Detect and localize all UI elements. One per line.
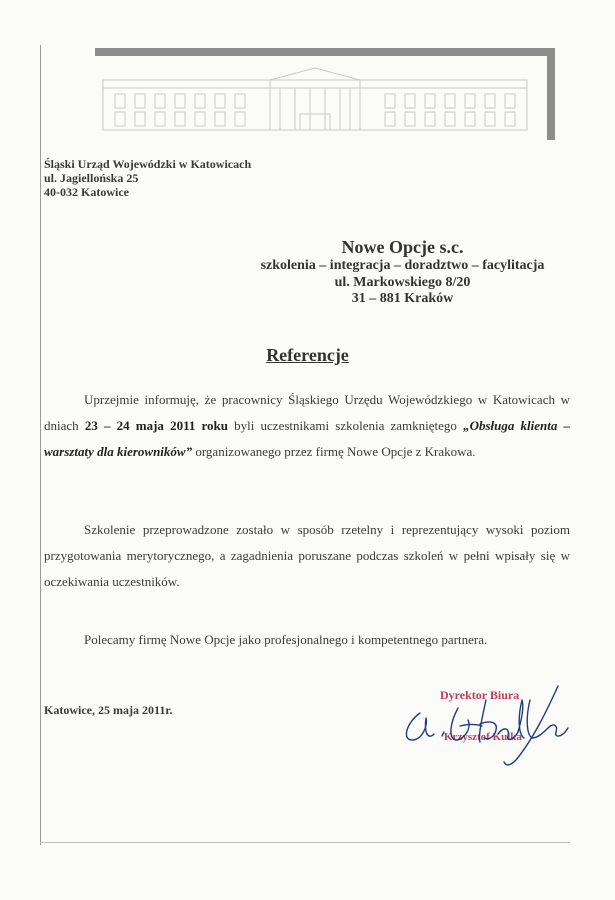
document-title: Referencje: [266, 345, 349, 365]
paragraph-3-text: Polecamy firmę Nowe Opcje jako profesjonalnego i kompetentnego partnera.: [84, 632, 488, 647]
place-and-date: Katowice, 25 maja 2011r.: [44, 703, 173, 717]
course-title: „Obsługa klienta – warsztaty dla kierowników”: [44, 418, 571, 459]
stamp-role: Dyrektor Biura: [440, 688, 520, 702]
sender-city: 40-032 Katowice: [44, 185, 129, 199]
recipient-company: [230, 236, 575, 308]
paragraph-2: [44, 517, 570, 595]
paragraph-3: [44, 627, 570, 653]
sender-street: ul. Jagiellońska 25: [44, 171, 139, 185]
building-icon: [95, 66, 535, 136]
stamp-name: Krzysztof Kulka: [444, 731, 522, 743]
letterhead-frame-side: [547, 48, 555, 140]
letterhead-building-logo: [95, 48, 555, 140]
sender-name: Śląski Urząd Wojewódzki w Katowicach: [44, 157, 252, 171]
company-name: Nowe Opcje s.c.: [341, 237, 464, 257]
company-street: ul. Markowskiego 8/20: [334, 274, 471, 290]
company-tagline: szkolenia – integracja – doradztwo – facylitacja: [260, 258, 545, 273]
page-frame-left: [40, 45, 41, 845]
training-dates: 23 – 24 maja 2011 roku: [84, 418, 228, 433]
paragraph-1-text-a: Uprzejmie informuję, że pracownicy Śląskiego Urzędu Wojewódzkiego w Katowicach w dniach: [44, 392, 570, 433]
paragraph-1: [44, 387, 570, 465]
letterhead-frame-top: [95, 48, 555, 56]
company-city: 31 – 881 Kraków: [351, 291, 454, 306]
paragraph-1-text-c: organizowanego przez firmę Nowe Opcje z Krakowa.: [192, 444, 476, 459]
page-frame-bottom: [40, 842, 570, 843]
sender-address: [44, 157, 251, 199]
paragraph-1-text-b: byli uczestnikami szkolenia zamkniętego: [228, 418, 464, 433]
paragraph-2-text: Szkolenie przeprowadzone zostało w sposób rzetelny i reprezentujący wysoki poziom przygotowania merytorycznego, a zagadnienia poruszane podczas szkoleń w pełni wpisały się w oczekiwania uczestników.: [44, 522, 570, 589]
handwritten-signature: [398, 678, 573, 773]
